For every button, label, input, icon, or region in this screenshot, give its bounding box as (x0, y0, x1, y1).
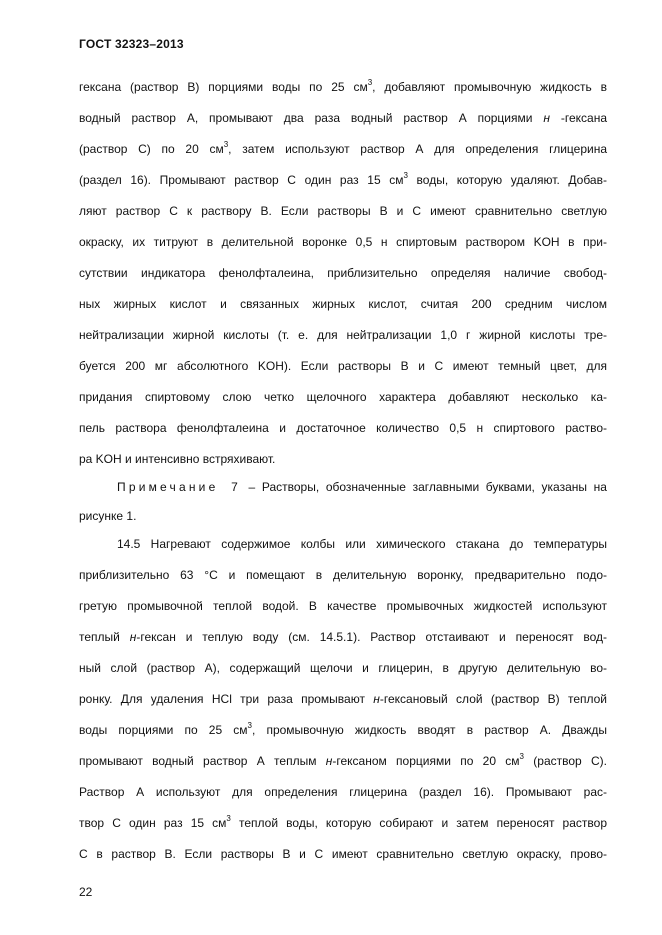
text-line (79, 328, 607, 342)
text-line (79, 599, 607, 613)
note-number: 7 (231, 480, 238, 494)
text-line (79, 390, 607, 404)
text-run: нейтрализации жирной кислоты (т. е. для нейтрализации 1,0 г жирной кислоты тре- (79, 328, 607, 342)
text-line (79, 816, 607, 830)
text-run: -гексана (549, 111, 607, 125)
text-line (79, 754, 607, 768)
note-text: – Растворы, обозначенные заглавными буквами, указаны на (248, 480, 607, 494)
text-line (79, 297, 607, 311)
text-run: ный слой (раствор А), содержащий щелочи и глицерин, в другую делительную во- (79, 661, 607, 675)
text-run: ных жирных кислот и связанных жирных кислот, считая 200 средним числом (79, 297, 607, 311)
text-run: ронку. Для удаления HCl три раза промывают (79, 692, 374, 706)
text-line (79, 80, 607, 94)
italic-symbol: н (373, 692, 380, 706)
text-run: 14.5 Нагревают содержимое колбы или химического стакана до температуры (117, 537, 607, 551)
text-run: придания спиртовому слою четко щелочного характера добавляют несколько ка- (79, 390, 607, 404)
text-run: приблизительно 63 °С и помещают в делительную воронку, предварительно подо- (79, 568, 607, 582)
text-line (79, 173, 607, 187)
superscript: 3 (403, 171, 408, 180)
text-line (79, 847, 607, 861)
text-run: , добавляют промывочную жидкость в (372, 80, 607, 94)
text-line (79, 204, 607, 218)
text-run: гексана (раствор В) порциями воды по 25 см (79, 80, 368, 94)
superscript: 3 (519, 752, 524, 761)
text-run: (раствор С) по 20 см (79, 142, 224, 156)
text-run: пель раствора фенолфталеина и достаточное количество 0,5 н спиртового раство- (79, 421, 607, 435)
superscript: 3 (367, 78, 373, 87)
text-run: окраску, их титруют в делительной воронке 0,5 н спиртовым раствором KOH в при- (79, 235, 607, 249)
superscript: 3 (226, 814, 231, 823)
text-line (79, 452, 607, 466)
text-line (79, 630, 607, 644)
text-line (79, 421, 607, 435)
page-number: 22 (79, 885, 93, 899)
text-line (79, 661, 607, 675)
text-run: С в раствор В. Если растворы В и С имеют сравнительно светлую окраску, прово- (79, 847, 607, 861)
italic-symbol: н (325, 754, 333, 768)
note-continuation: рисунке 1. (79, 509, 137, 523)
text-line (79, 537, 607, 551)
text-run: -гексановый слой (раствор В) теплой (379, 692, 608, 706)
italic-symbol: н (543, 111, 550, 125)
text-run: теплой воды, которую собирают и затем переносят раствор (230, 816, 607, 830)
italic-symbol: н (129, 630, 137, 644)
note-line-1 (79, 480, 607, 494)
text-line (79, 266, 607, 280)
text-line (79, 111, 607, 125)
note-line-2 (79, 509, 607, 523)
text-line (79, 235, 607, 249)
text-run: теплый (79, 630, 130, 644)
text-run: твор С один раз 15 см (79, 816, 227, 830)
superscript: 3 (247, 721, 252, 730)
text-run: (раствор С). (524, 754, 607, 768)
text-run: -гексан и теплую воду (см. 14.5.1). Раствор отстаивают и переносят вод- (136, 630, 607, 644)
text-run: промывают водный раствор А теплым (79, 754, 326, 768)
text-line (79, 723, 607, 737)
text-run: -гексаном порциями по 20 см (332, 754, 520, 768)
text-run: сутствии индикатора фенолфталеина, приблизительно определяя наличие свобод- (79, 266, 607, 280)
text-run: буется 200 мг абсолютного KOH). Если растворы В и С имеют темный цвет, для (79, 359, 607, 373)
text-run: воды, которую удаляют. Добав- (407, 173, 607, 187)
note-label: Примечание (117, 480, 219, 494)
standard-code-header: ГОСТ 32323–2013 (79, 37, 184, 51)
text-run: Раствор А используют для определения глицерина (раздел 16). Промывают рас- (79, 785, 607, 799)
text-run: , затем используют раствор А для определения глицерина (228, 142, 607, 156)
text-line (79, 568, 607, 582)
text-run: воды порциями по 25 см (79, 723, 248, 737)
text-run: гретую промывочной теплой водой. В качестве промывочных жидкостей используют (79, 599, 607, 613)
text-run: водный раствор А, промывают два раза водный раствор А порциями (79, 111, 544, 125)
text-line (79, 785, 607, 799)
text-run: ляют раствор С к раствору В. Если растворы В и С имеют сравнительно светлую (79, 204, 607, 218)
text-line (79, 359, 607, 373)
text-line (79, 692, 607, 706)
superscript: 3 (223, 140, 229, 149)
text-run: ра KOH и интенсивно встряхивают. (79, 452, 276, 466)
text-line (79, 142, 607, 156)
text-run: (раздел 16). Промывают раствор С один раз 15 см (79, 173, 404, 187)
text-run: , промывочную жидкость вводят в раствор А. Дважды (251, 723, 607, 737)
